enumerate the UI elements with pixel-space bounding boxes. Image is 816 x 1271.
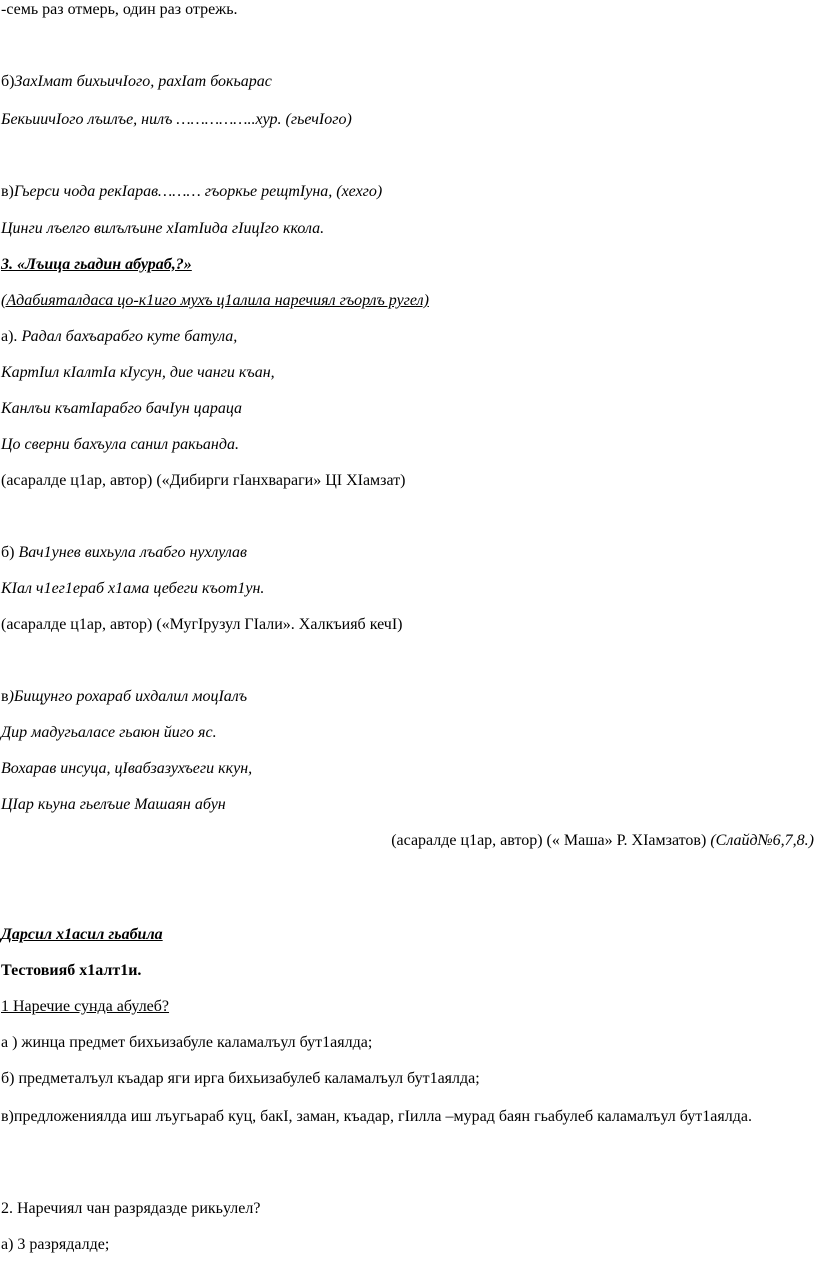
verse-line: Цинги лъелго вилълъине хIатIида гIицIго ккола. <box>1 220 325 237</box>
verse-line: КартIил кIалтIа кIусун, дие чанги къан, <box>1 364 275 381</box>
text-line <box>1 687 247 707</box>
text-line <box>1 72 272 92</box>
source-line: (асаралде ц1ар, автор) («МугIрузул ГIали». Халкъияб кечI) <box>1 616 403 633</box>
source-line: (асаралде ц1ар, автор) («Дибирги гIанхвараги» ЦI ХIамзат) <box>1 472 406 489</box>
verse-line: Вач1унев вихьула лъабго нухлулав <box>18 544 247 561</box>
section-heading: Дарсил х1асил гьабила <box>1 926 163 943</box>
item-marker: в) <box>1 183 14 200</box>
slide-reference: (Слайд№6,7,8.) <box>710 832 814 849</box>
verse-line: Цо сверни бахъула санил ракьанда. <box>1 436 239 453</box>
item-marker: б) <box>1 73 15 90</box>
text-line: -семь раз отмерь, один раз отрежь. <box>1 1 238 18</box>
text-line <box>1 182 382 202</box>
item-marker: б) <box>1 544 19 561</box>
text-line <box>1 543 247 563</box>
verse-line: КIал ч1ег1ераб х1ама цебеги къот1ун. <box>1 580 265 597</box>
answer-option: в)предложениялда иш лъугьараб куц, бакI, заман, къадар, гIилла –мурад баян гьабулеб каламалъул бут1аялда. <box>1 1108 752 1125</box>
verse-line: ЦIар кьуна гьелъие Машаян абун <box>1 796 226 813</box>
answer-option: б) предметалъул къадар яги ирга бихьизабулеб каламалъул бут1аялда; <box>1 1070 480 1087</box>
item-marker: а). <box>1 328 22 345</box>
verse-line: Гьерси чода рекIарав……… гъоркье рещтIуна, (хехго) <box>13 183 383 200</box>
verse-line: Канлъи къатIарабго бачIун цараца <box>1 400 243 417</box>
verse-line: Вохарав инсуца, цIвабзазухъеги ккун, <box>1 760 253 777</box>
verse-line: БекьиичIого лъилъе, нилъ ……………..хур. (гьечIого) <box>1 111 352 128</box>
verse-line: ЗахIмат бихьичIого, рахIат бокьарас <box>14 73 272 90</box>
source-line <box>391 831 814 851</box>
question: 2. Наречиял чан разрядазде рикьулел? <box>1 1200 261 1217</box>
section-subheading: (Адабияталдаса цо-к1иго мухъ ц1алила наречиял гъорлъ ругел) <box>1 292 429 309</box>
section-heading: 3. «Лъица гьадин абураб,?» <box>1 256 192 273</box>
section-heading: Тестовияб х1алт1и. <box>1 962 142 979</box>
answer-option: а ) жинца предмет бихьизабуле каламалъул бут1аялда; <box>1 1034 373 1051</box>
answer-option: а) 3 разрядалде; <box>1 1236 110 1253</box>
source-text: (асаралде ц1ар, автор) (« Маша» Р. ХIамзатов) <box>391 832 711 849</box>
question: 1 Наречие сунда абулеб? <box>1 998 170 1015</box>
text-line <box>1 327 237 347</box>
verse-line: Дир мадугьаласе гьаюн йиго яс. <box>1 724 217 741</box>
item-marker: в <box>1 688 9 705</box>
verse-line: )Бищунго рохараб ихдалил моцIалъ <box>8 688 248 705</box>
verse-line: Радал бахъарабго куте батула, <box>21 328 238 345</box>
